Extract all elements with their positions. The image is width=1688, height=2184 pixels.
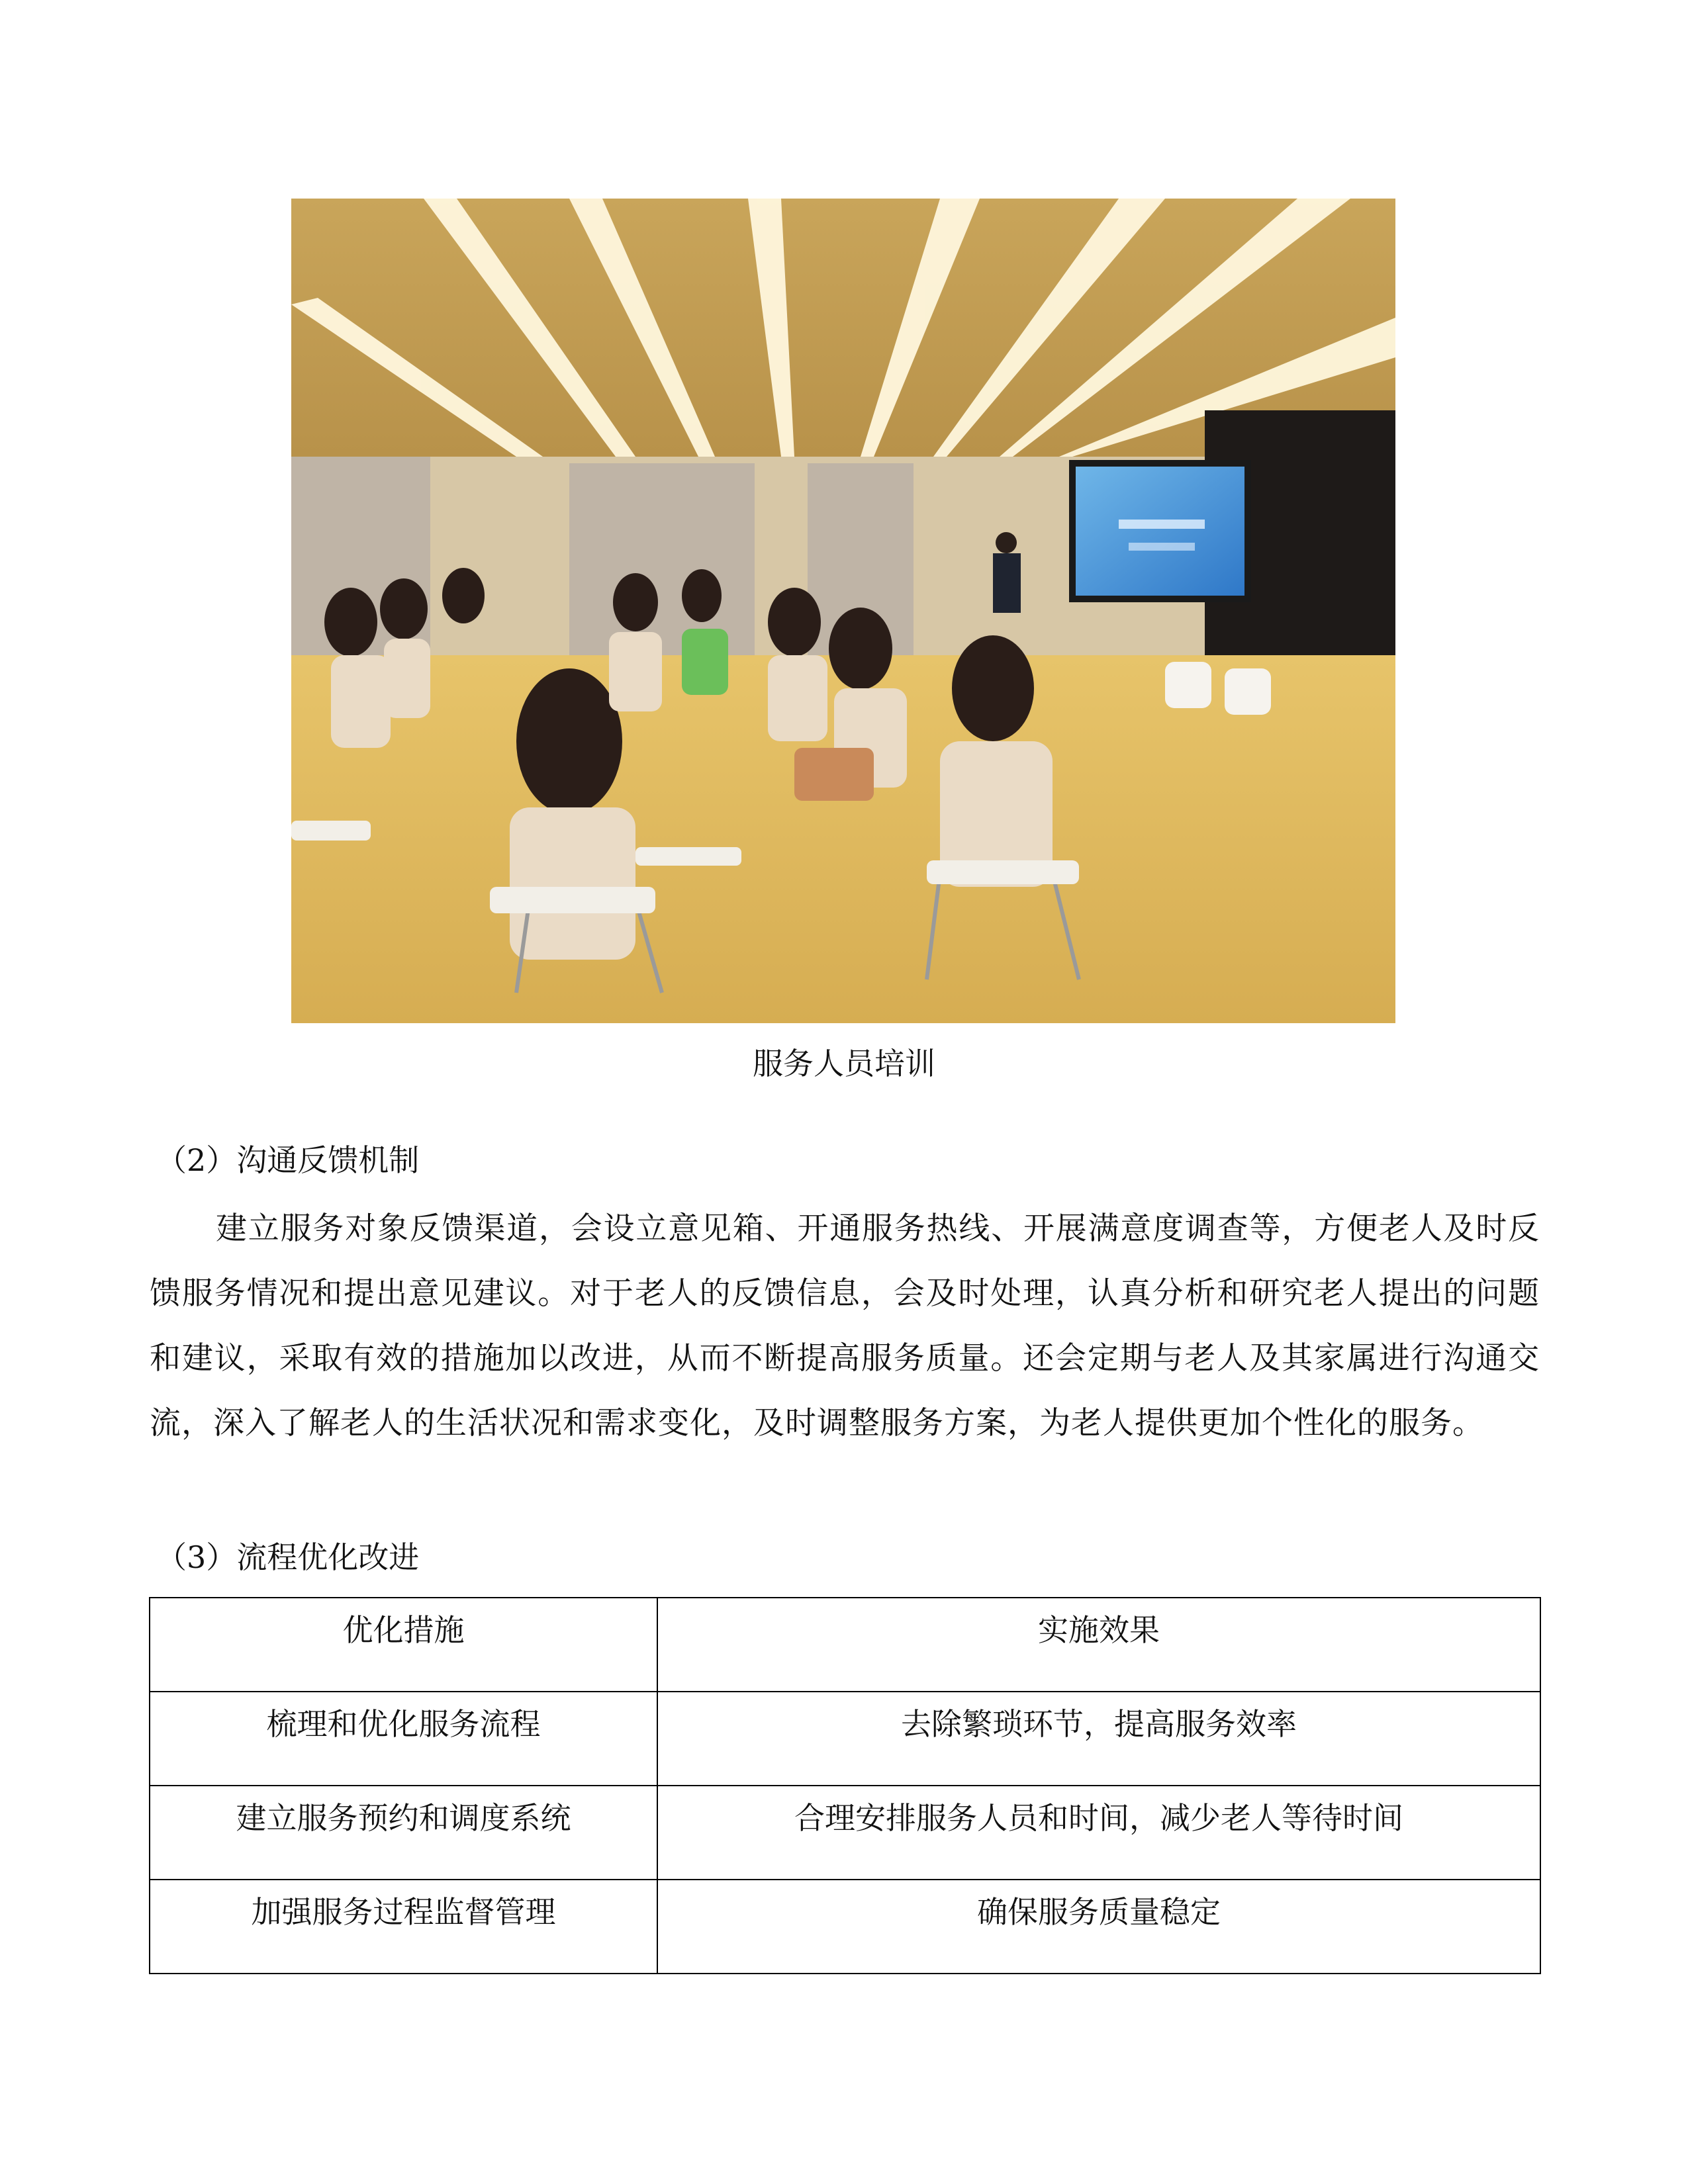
table-row	[150, 1692, 1540, 1786]
section-paragraph: 建立服务对象反馈渠道，会设立意见箱、开通服务热线、开展满意度调查等，方便老人及时反馈服务情况和提出意见建议。对于老人的反馈信息，会及时处理，认真分析和研究老人提出的问题和建议，采取有效的措施加以改进，从而不断提高服务质量。还会定期与老人及其家属进行沟通交流，深入了解老人的生活状况和需求变化，及时调整服务方案，为老人提供更加个性化的服务。	[150, 1210, 1540, 1441]
optimization-table	[149, 1597, 1541, 1974]
table-cell: 加强服务过程监督管理	[150, 1880, 657, 1974]
table-header-row	[150, 1598, 1540, 1692]
training-photo	[291, 199, 1395, 1023]
table-cell: 建立服务预约和调度系统	[150, 1786, 657, 1880]
table-header-cell: 实施效果	[657, 1598, 1540, 1692]
section-heading-process-optimization: （3）流程优化改进	[156, 1539, 420, 1575]
table-header-cell: 优化措施	[150, 1598, 657, 1692]
table-cell: 合理安排服务人员和时间，减少老人等待时间	[657, 1786, 1540, 1880]
figure-caption: 服务人员培训	[753, 1046, 935, 1081]
table-row	[150, 1786, 1540, 1880]
section-heading-communication-feedback: （2）沟通反馈机制	[156, 1142, 420, 1178]
table-row	[150, 1880, 1540, 1974]
table-cell: 梳理和优化服务流程	[150, 1692, 657, 1786]
table-cell: 确保服务质量稳定	[657, 1880, 1540, 1974]
table-cell: 去除繁琐环节，提高服务效率	[657, 1692, 1540, 1786]
